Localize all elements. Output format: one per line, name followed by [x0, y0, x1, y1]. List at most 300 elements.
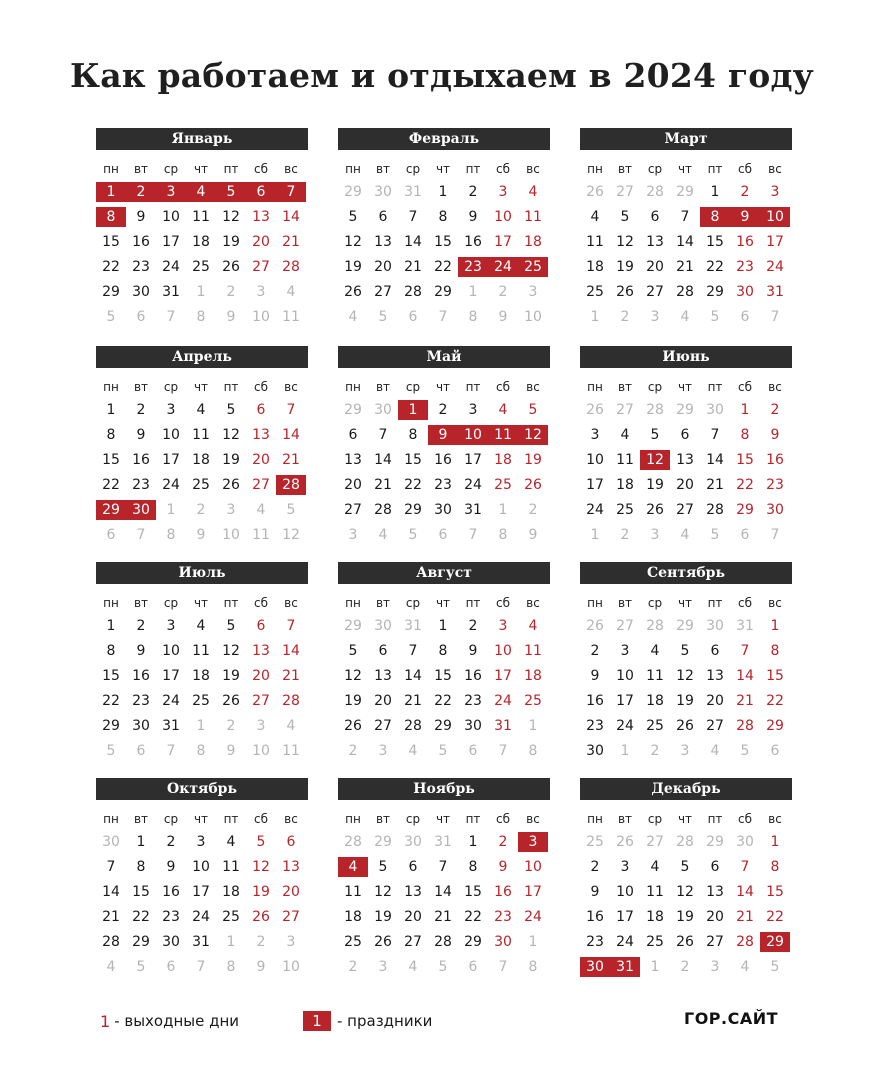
day-cell-workday: 21: [706, 477, 724, 493]
weekday-label: пн: [587, 812, 603, 826]
day-cell-weekend: 16: [766, 452, 784, 468]
weekday-label: вс: [768, 162, 782, 176]
day-cell-workday: 14: [676, 234, 694, 250]
week-row: [338, 255, 550, 280]
day-cell-other-month: 9: [226, 309, 236, 325]
day-cell-weekend: 28: [282, 259, 300, 275]
day-cell-weekend: 9: [770, 427, 780, 443]
day-cell-workday: 1: [710, 184, 720, 200]
day-cell-workday: 14: [706, 452, 724, 468]
day-cell-holiday: 1: [398, 400, 428, 420]
day-cell-weekend: 22: [766, 909, 784, 925]
week-row: [580, 955, 792, 980]
month-block: [96, 562, 308, 764]
day-cell-workday: 1: [438, 184, 448, 200]
weekday-label: сб: [738, 812, 752, 826]
day-cell-weekend: 27: [252, 477, 270, 493]
day-cell-workday: 26: [676, 718, 694, 734]
day-cell-other-month: 4: [106, 959, 116, 975]
day-cell-workday: 17: [192, 884, 210, 900]
day-cell-workday: 17: [464, 452, 482, 468]
day-cell-workday: 4: [620, 427, 630, 443]
week-row: [338, 398, 550, 423]
day-cell-workday: 25: [192, 693, 210, 709]
day-cell-other-month: 4: [408, 743, 418, 759]
weekday-label: пт: [223, 162, 239, 176]
day-cell-other-month: 1: [166, 502, 176, 518]
weekday-label: сб: [496, 380, 510, 394]
day-cell-workday: 18: [192, 234, 210, 250]
day-cell-workday: 14: [404, 668, 422, 684]
day-cell-weekend: 14: [282, 427, 300, 443]
day-cell-workday: 2: [590, 859, 600, 875]
day-cell-other-month: 2: [650, 743, 660, 759]
weekday-label: чт: [193, 380, 209, 394]
day-cell-other-month: 29: [676, 184, 694, 200]
day-cell-other-month: 9: [196, 527, 206, 543]
day-cell-workday: 11: [586, 234, 604, 250]
day-cell-holiday: 10: [458, 425, 488, 445]
day-cell-workday: 15: [102, 452, 120, 468]
month-title: Май: [338, 346, 550, 368]
day-cell-workday: 4: [196, 402, 206, 418]
week-row: [580, 448, 792, 473]
day-cell-workday: 27: [706, 934, 724, 950]
day-cell-workday: 17: [162, 234, 180, 250]
day-cell-workday: 3: [620, 859, 630, 875]
day-cell-weekend: 13: [282, 859, 300, 875]
day-cell-weekend: 10: [494, 209, 512, 225]
week-row: [580, 523, 792, 548]
day-cell-weekend: 10: [524, 859, 542, 875]
weekday-label: пт: [223, 596, 239, 610]
day-cell-workday: 20: [706, 693, 724, 709]
day-cell-other-month: 3: [528, 284, 538, 300]
day-cell-workday: 7: [710, 427, 720, 443]
week-row: [580, 830, 792, 855]
weekday-label: вт: [375, 162, 391, 176]
day-cell-workday: 2: [166, 834, 176, 850]
day-cell-workday: 21: [434, 909, 452, 925]
day-cell-workday: 31: [464, 502, 482, 518]
day-cell-other-month: 27: [616, 184, 634, 200]
week-row: [338, 955, 550, 980]
week-row: [96, 739, 308, 764]
day-cell-workday: 26: [222, 477, 240, 493]
day-cell-workday: 10: [616, 884, 634, 900]
day-cell-weekend: 21: [282, 668, 300, 684]
day-cell-other-month: 31: [404, 184, 422, 200]
day-cell-workday: 27: [404, 934, 422, 950]
weekday-header: [338, 808, 550, 830]
day-cell-workday: 21: [102, 909, 120, 925]
day-cell-workday: 28: [434, 934, 452, 950]
day-cell-holiday: 12: [640, 450, 670, 470]
day-cell-holiday: 5: [216, 182, 246, 202]
day-cell-workday: 2: [136, 618, 146, 634]
day-cell-weekend: 15: [736, 452, 754, 468]
week-row: [96, 423, 308, 448]
day-cell-workday: 17: [586, 477, 604, 493]
day-cell-workday: 26: [616, 284, 634, 300]
weekday-label: ср: [163, 812, 179, 826]
weekday-header: [580, 808, 792, 830]
day-cell-workday: 19: [344, 693, 362, 709]
day-cell-weekend: 14: [282, 643, 300, 659]
day-cell-other-month: 3: [286, 934, 296, 950]
day-cell-weekend: 17: [494, 668, 512, 684]
day-cell-other-month: 3: [256, 284, 266, 300]
week-row: [338, 614, 550, 639]
month-title: Октябрь: [96, 778, 308, 800]
day-cell-workday: 27: [374, 284, 392, 300]
day-cell-other-month: 1: [528, 934, 538, 950]
day-cell-weekend: 11: [524, 643, 542, 659]
weekday-label: вс: [284, 162, 298, 176]
day-cell-workday: 25: [646, 934, 664, 950]
weekday-label: ср: [405, 812, 421, 826]
day-cell-workday: 22: [102, 693, 120, 709]
page-title: Как работаем и отдыхаем в 2024 году: [70, 56, 814, 95]
weekday-label: чт: [435, 596, 451, 610]
month-title: Сентябрь: [580, 562, 792, 584]
day-cell-workday: 5: [348, 209, 358, 225]
day-cell-other-month: 3: [650, 527, 660, 543]
day-cell-workday: 23: [586, 718, 604, 734]
day-cell-weekend: 18: [524, 234, 542, 250]
day-cell-workday: 10: [616, 668, 634, 684]
day-cell-other-month: 30: [374, 402, 392, 418]
day-cell-workday: 24: [162, 693, 180, 709]
day-cell-workday: 29: [102, 284, 120, 300]
day-cell-workday: 16: [132, 668, 150, 684]
day-cell-workday: 9: [166, 859, 176, 875]
day-cell-other-month: 6: [740, 527, 750, 543]
weekday-label: сб: [254, 380, 268, 394]
week-row: [580, 498, 792, 523]
day-cell-workday: 8: [408, 427, 418, 443]
day-cell-workday: 22: [464, 909, 482, 925]
day-cell-workday: 15: [132, 884, 150, 900]
week-row: [338, 205, 550, 230]
day-cell-other-month: 5: [378, 309, 388, 325]
day-cell-workday: 14: [434, 884, 452, 900]
weekday-header: [96, 158, 308, 180]
day-cell-other-month: 29: [344, 618, 362, 634]
day-cell-other-month: 1: [498, 502, 508, 518]
day-cell-other-month: 1: [528, 718, 538, 734]
day-cell-weekend: 18: [494, 452, 512, 468]
month-block: [96, 128, 308, 330]
week-row: [338, 180, 550, 205]
weekday-label: чт: [193, 162, 209, 176]
weekday-label: пт: [465, 380, 481, 394]
day-cell-workday: 7: [106, 859, 116, 875]
day-cell-weekend: 21: [736, 909, 754, 925]
day-cell-other-month: 28: [646, 402, 664, 418]
day-cell-workday: 11: [646, 668, 664, 684]
day-cell-other-month: 8: [498, 527, 508, 543]
day-cell-weekend: 7: [740, 643, 750, 659]
day-cell-workday: 11: [192, 643, 210, 659]
month-title: Декабрь: [580, 778, 792, 800]
day-cell-workday: 5: [620, 209, 630, 225]
day-cell-workday: 8: [438, 643, 448, 659]
weekday-label: пт: [707, 162, 723, 176]
week-row: [580, 855, 792, 880]
week-row: [338, 930, 550, 955]
day-cell-workday: 1: [438, 618, 448, 634]
day-cell-weekend: 3: [498, 618, 508, 634]
day-cell-workday: 26: [344, 284, 362, 300]
day-cell-workday: 18: [646, 693, 664, 709]
day-cell-workday: 12: [374, 884, 392, 900]
day-cell-workday: 26: [222, 693, 240, 709]
week-row: [96, 230, 308, 255]
day-cell-workday: 24: [616, 718, 634, 734]
day-cell-other-month: 7: [136, 527, 146, 543]
day-cell-other-month: 7: [166, 743, 176, 759]
day-cell-workday: 26: [222, 259, 240, 275]
weekday-label: пн: [103, 162, 119, 176]
day-cell-workday: 29: [434, 284, 452, 300]
day-cell-other-month: 3: [680, 743, 690, 759]
day-cell-holiday: 23: [458, 257, 488, 277]
day-cell-weekend: 31: [766, 284, 784, 300]
day-cell-workday: 11: [192, 427, 210, 443]
day-cell-other-month: 2: [680, 959, 690, 975]
day-cell-other-month: 27: [616, 402, 634, 418]
day-cell-holiday: 30: [580, 957, 610, 977]
day-cell-workday: 23: [132, 693, 150, 709]
day-cell-workday: 15: [464, 884, 482, 900]
day-cell-workday: 24: [162, 477, 180, 493]
week-row: [338, 473, 550, 498]
day-cell-other-month: 5: [106, 309, 116, 325]
day-cell-workday: 10: [162, 209, 180, 225]
day-cell-workday: 30: [434, 502, 452, 518]
day-cell-workday: 29: [706, 284, 724, 300]
weekday-label: пт: [465, 812, 481, 826]
weekday-label: пт: [707, 812, 723, 826]
weekday-label: сб: [254, 162, 268, 176]
day-cell-weekend: 3: [498, 184, 508, 200]
day-cell-workday: 2: [468, 184, 478, 200]
day-cell-workday: 26: [374, 934, 392, 950]
weekday-label: вс: [526, 380, 540, 394]
weekday-label: ср: [405, 162, 421, 176]
week-row: [96, 180, 308, 205]
day-cell-workday: 14: [374, 452, 392, 468]
day-cell-workday: 1: [106, 618, 116, 634]
weekday-label: сб: [738, 596, 752, 610]
day-cell-weekend: 21: [282, 234, 300, 250]
weekday-label: сб: [738, 380, 752, 394]
day-cell-workday: 18: [344, 909, 362, 925]
day-cell-workday: 5: [680, 859, 690, 875]
day-cell-weekend: 10: [494, 643, 512, 659]
day-cell-other-month: 2: [528, 502, 538, 518]
day-cell-other-month: 30: [374, 184, 392, 200]
day-cell-workday: 20: [646, 259, 664, 275]
day-cell-other-month: 5: [136, 959, 146, 975]
day-cell-other-month: 11: [282, 309, 300, 325]
day-cell-workday: 1: [106, 402, 116, 418]
day-cell-holiday: 12: [518, 425, 548, 445]
weekday-label: вт: [133, 812, 149, 826]
day-cell-other-month: 5: [286, 502, 296, 518]
day-cell-workday: 30: [162, 934, 180, 950]
day-cell-workday: 25: [192, 259, 210, 275]
legend-holiday-sample: 1: [303, 1011, 331, 1031]
day-cell-workday: 17: [162, 452, 180, 468]
day-cell-other-month: 4: [710, 743, 720, 759]
weekday-label: пт: [707, 596, 723, 610]
day-cell-weekend: 14: [736, 884, 754, 900]
day-cell-weekend: 7: [286, 402, 296, 418]
day-cell-workday: 8: [106, 643, 116, 659]
legend-holiday-label: - праздники: [337, 1012, 433, 1030]
legend-weekend: [100, 1010, 239, 1032]
day-cell-other-month: 26: [586, 402, 604, 418]
weekday-label: сб: [496, 596, 510, 610]
week-row: [580, 714, 792, 739]
day-cell-other-month: 29: [344, 184, 362, 200]
weekday-label: пт: [707, 380, 723, 394]
day-cell-workday: 13: [676, 452, 694, 468]
weekday-header: [96, 592, 308, 614]
day-cell-weekend: 31: [494, 718, 512, 734]
day-cell-weekend: 15: [766, 884, 784, 900]
day-cell-workday: 26: [344, 718, 362, 734]
weekday-label: вс: [768, 596, 782, 610]
month-block: [338, 562, 550, 764]
day-cell-workday: 21: [374, 477, 392, 493]
day-cell-weekend: 23: [736, 259, 754, 275]
day-cell-weekend: 23: [494, 909, 512, 925]
day-cell-weekend: 2: [740, 184, 750, 200]
week-row: [96, 930, 308, 955]
weekday-label: вт: [375, 380, 391, 394]
month-title: Август: [338, 562, 550, 584]
day-cell-workday: 22: [706, 259, 724, 275]
week-row: [96, 473, 308, 498]
day-cell-workday: 19: [374, 909, 392, 925]
week-row: [338, 739, 550, 764]
day-cell-workday: 25: [616, 502, 634, 518]
week-row: [580, 905, 792, 930]
day-cell-workday: 22: [132, 909, 150, 925]
day-cell-weekend: 3: [770, 184, 780, 200]
day-cell-workday: 19: [616, 259, 634, 275]
day-cell-other-month: 2: [620, 309, 630, 325]
day-cell-other-month: 1: [590, 309, 600, 325]
day-cell-workday: 16: [586, 909, 604, 925]
day-cell-other-month: 10: [524, 309, 542, 325]
day-cell-workday: 22: [434, 259, 452, 275]
weekday-label: вт: [617, 162, 633, 176]
weekday-label: вт: [133, 162, 149, 176]
day-cell-weekend: 14: [282, 209, 300, 225]
day-cell-weekend: 1: [740, 402, 750, 418]
day-cell-workday: 25: [192, 477, 210, 493]
week-row: [96, 305, 308, 330]
day-cell-workday: 18: [646, 909, 664, 925]
week-row: [580, 255, 792, 280]
day-cell-workday: 30: [586, 743, 604, 759]
day-cell-weekend: 13: [252, 643, 270, 659]
day-cell-workday: 24: [162, 259, 180, 275]
day-cell-other-month: 4: [286, 284, 296, 300]
day-cell-holiday: 6: [246, 182, 276, 202]
weekday-label: вс: [768, 812, 782, 826]
weekday-label: ср: [405, 380, 421, 394]
day-cell-workday: 20: [676, 477, 694, 493]
weekday-label: чт: [435, 812, 451, 826]
week-row: [338, 689, 550, 714]
day-cell-other-month: 7: [498, 743, 508, 759]
day-cell-weekend: 28: [736, 718, 754, 734]
day-cell-workday: 22: [102, 259, 120, 275]
day-cell-other-month: 31: [404, 618, 422, 634]
day-cell-workday: 1: [468, 834, 478, 850]
week-row: [580, 280, 792, 305]
day-cell-workday: 11: [192, 209, 210, 225]
week-row: [96, 280, 308, 305]
day-cell-other-month: 4: [348, 309, 358, 325]
day-cell-weekend: 19: [252, 884, 270, 900]
day-cell-other-month: 3: [348, 527, 358, 543]
week-row: [96, 830, 308, 855]
weekday-label: вт: [617, 596, 633, 610]
day-cell-workday: 6: [408, 859, 418, 875]
week-row: [338, 714, 550, 739]
day-cell-workday: 6: [650, 209, 660, 225]
day-cell-weekend: 24: [766, 259, 784, 275]
day-cell-holiday: 25: [518, 257, 548, 277]
legend-weekend-label: - выходные дни: [114, 1012, 240, 1030]
day-cell-weekend: 9: [498, 859, 508, 875]
week-row: [580, 205, 792, 230]
day-cell-weekend: 19: [524, 452, 542, 468]
month-block: [580, 562, 792, 764]
week-row: [580, 398, 792, 423]
week-row: [96, 255, 308, 280]
day-cell-other-month: 30: [374, 618, 392, 634]
day-cell-weekend: 20: [252, 668, 270, 684]
day-cell-workday: 5: [348, 643, 358, 659]
day-cell-workday: 15: [434, 668, 452, 684]
weekday-label: вс: [768, 380, 782, 394]
weekday-label: вс: [284, 596, 298, 610]
month-title: Январь: [96, 128, 308, 150]
day-cell-other-month: 2: [498, 284, 508, 300]
day-cell-weekend: 6: [286, 834, 296, 850]
day-cell-weekend: 30: [494, 934, 512, 950]
week-row: [338, 448, 550, 473]
weekday-label: чт: [435, 162, 451, 176]
week-row: [96, 880, 308, 905]
day-cell-workday: 28: [102, 934, 120, 950]
weekday-label: пн: [587, 380, 603, 394]
day-cell-workday: 31: [162, 718, 180, 734]
day-cell-weekend: 2: [498, 834, 508, 850]
weekday-header: [580, 158, 792, 180]
day-cell-workday: 3: [166, 402, 176, 418]
day-cell-workday: 16: [162, 884, 180, 900]
day-cell-workday: 21: [404, 693, 422, 709]
weekday-label: вт: [617, 812, 633, 826]
